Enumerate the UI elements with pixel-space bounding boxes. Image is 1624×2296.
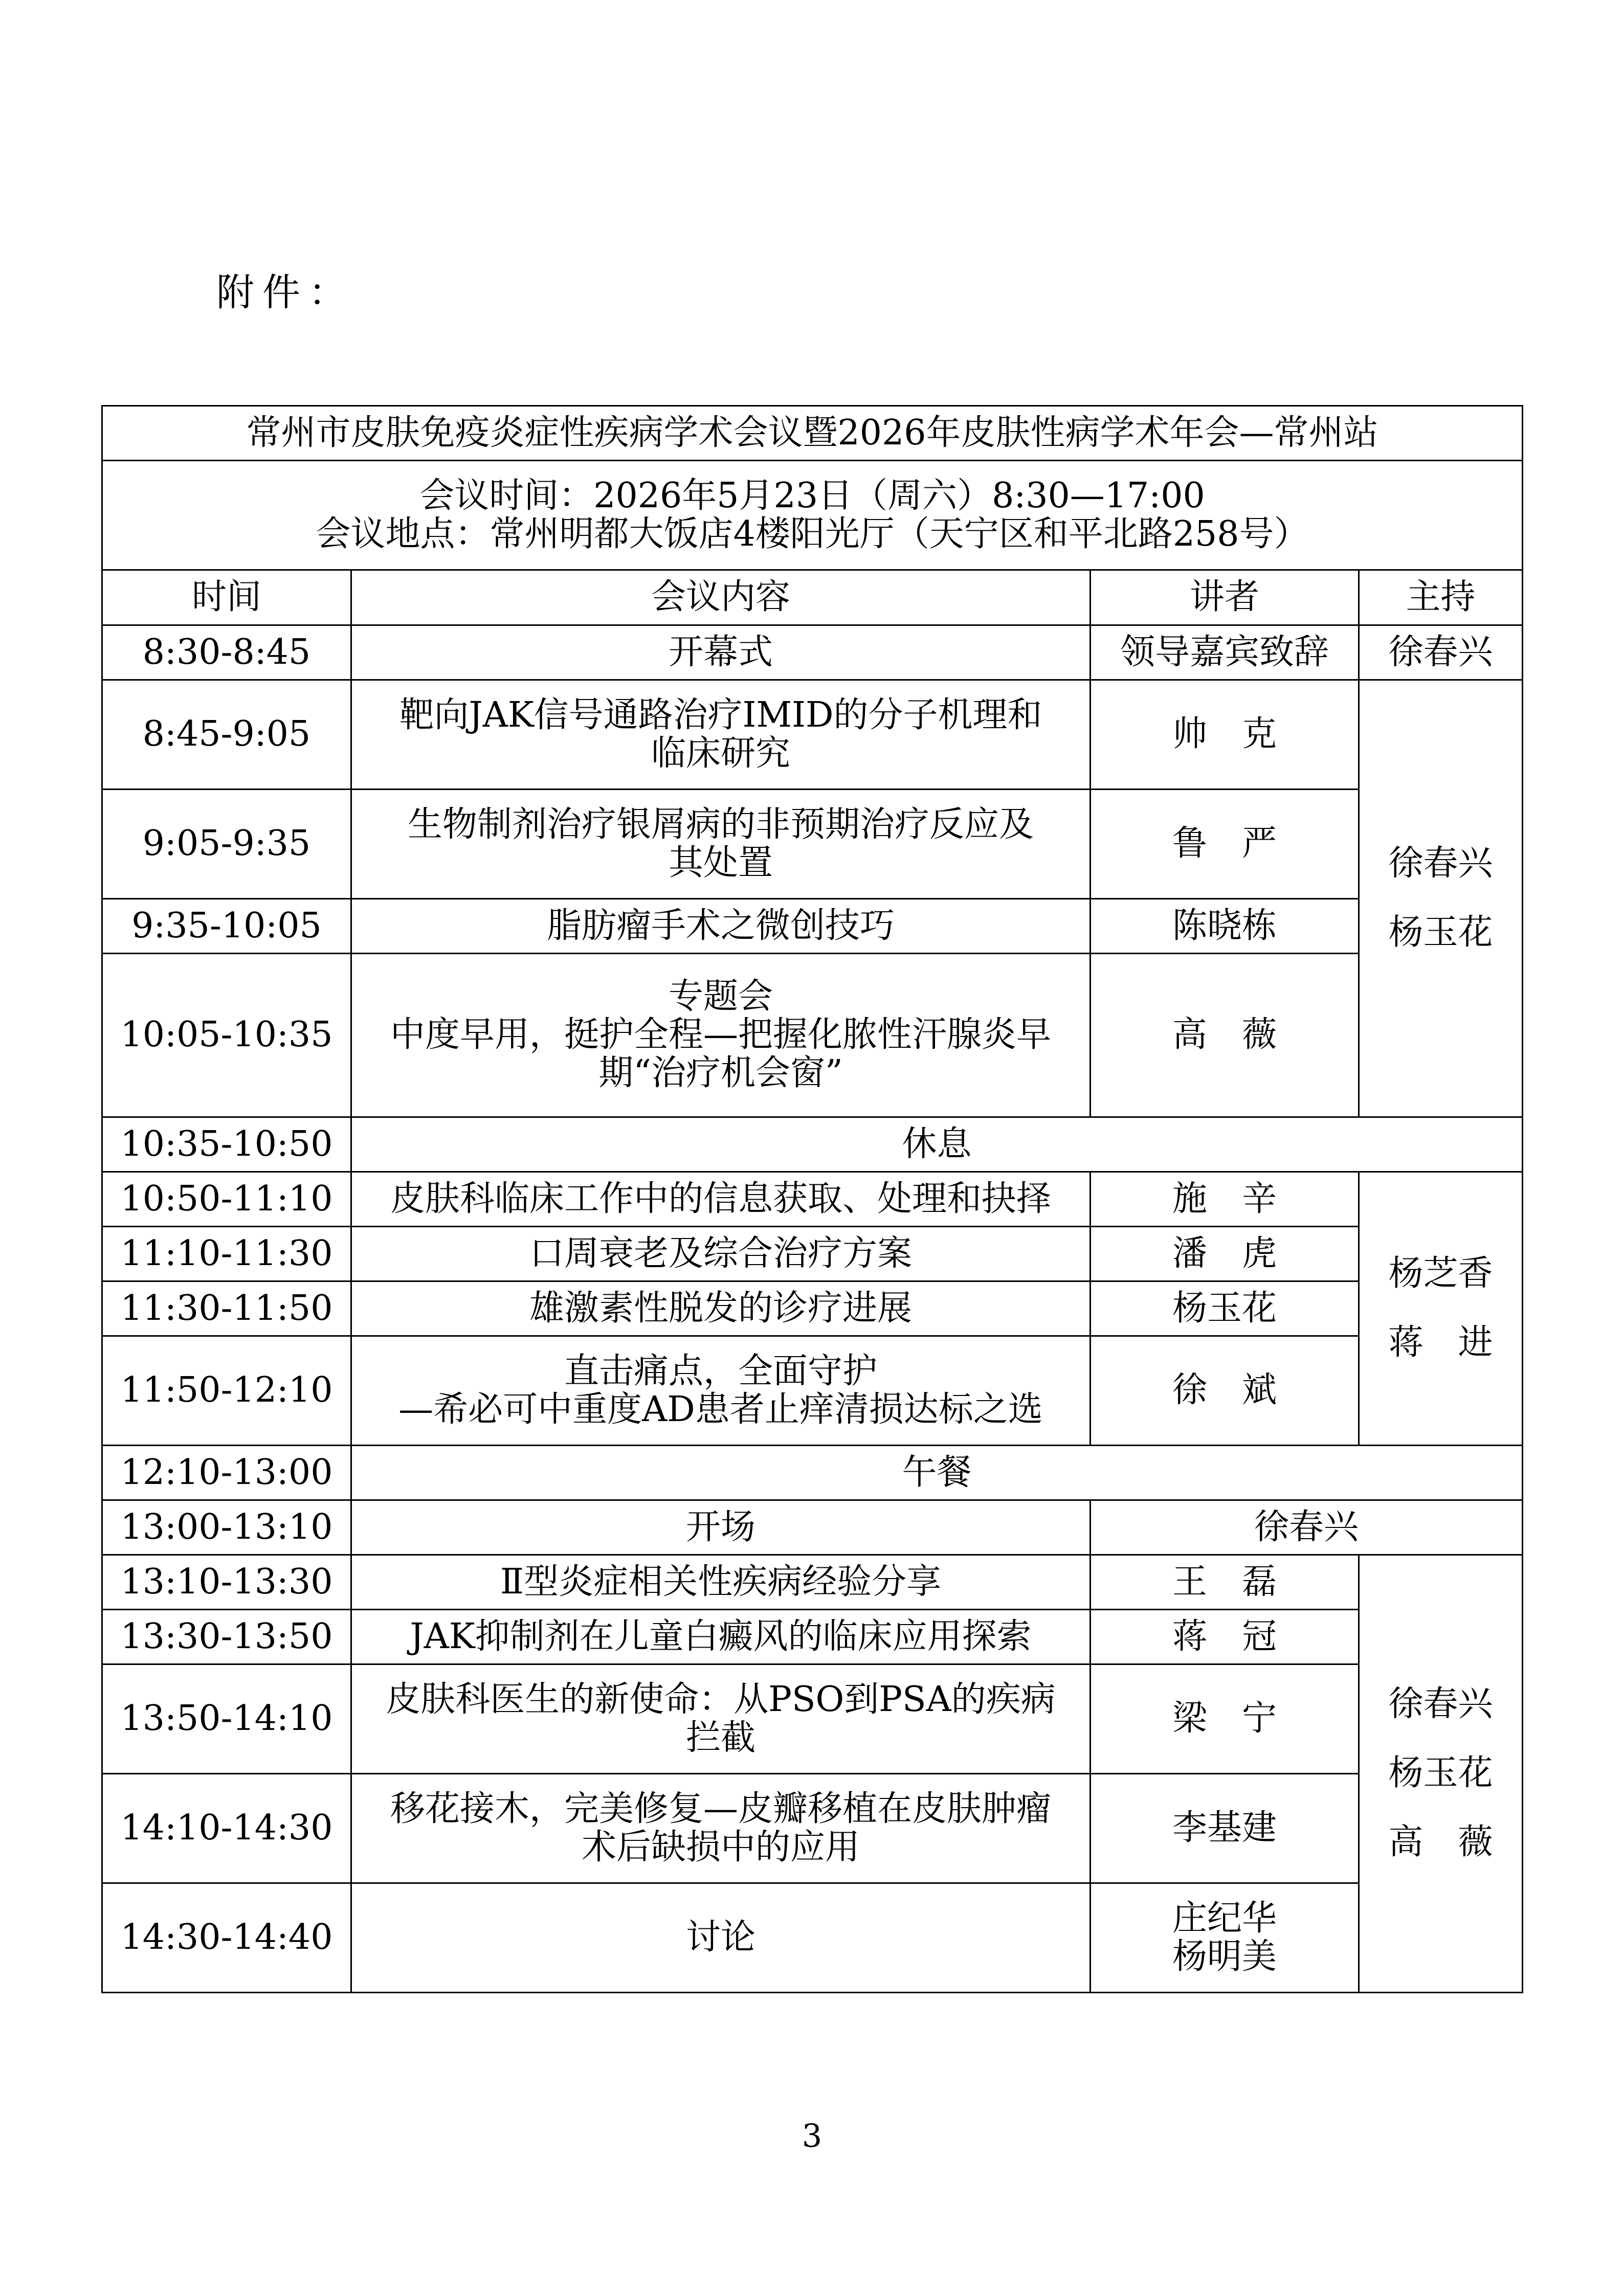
speaker-cell: 领导嘉宾致辞 [1091, 625, 1359, 680]
time-cell: 13:30-13:50 [102, 1610, 351, 1664]
column-header-row [102, 570, 1523, 625]
time-cell: 13:10-13:30 [102, 1555, 351, 1610]
speaker-cell: 蒋 冠 [1091, 1610, 1359, 1664]
table-row [102, 1172, 1523, 1227]
topic-cell: 生物制剂治疗银屑病的非预期治疗反应及 其处置 [351, 790, 1091, 899]
column-header-speaker: 讲者 [1091, 570, 1359, 625]
speaker-cell: 潘 虎 [1091, 1227, 1359, 1281]
topic-cell: 脂肪瘤手术之微创技巧 [351, 899, 1091, 954]
table-row [102, 1500, 1523, 1555]
speaker-cell: 高 薇 [1091, 954, 1359, 1117]
topic-cell: 皮肤科临床工作中的信息获取、处理和抉择 [351, 1172, 1091, 1227]
speaker-cell: 帅 克 [1091, 680, 1359, 790]
speaker-cell: 徐春兴 [1091, 1500, 1523, 1555]
time-cell: 9:35-10:05 [102, 899, 351, 954]
break-cell: 休息 [351, 1117, 1523, 1172]
topic-cell: 雄激素性脱发的诊疗进展 [351, 1281, 1091, 1336]
time-cell: 10:50-11:10 [102, 1172, 351, 1227]
speaker-cell: 徐 斌 [1091, 1336, 1359, 1446]
table-row [102, 1610, 1523, 1664]
table-row [102, 680, 1523, 790]
time-cell: 13:50-14:10 [102, 1664, 351, 1774]
topic-cell: 专题会 中度早用，挺护全程—把握化脓性汗腺炎早 期“治疗机会窗” [351, 954, 1091, 1117]
speaker-cell: 梁 宁 [1091, 1664, 1359, 1774]
conference-info [102, 461, 1523, 570]
time-cell: 10:35-10:50 [102, 1117, 351, 1172]
table-title-row [102, 406, 1523, 461]
table-info-row [102, 461, 1523, 570]
table-row [102, 1336, 1523, 1446]
time-cell: 12:10-13:00 [102, 1446, 351, 1500]
topic-cell: 讨论 [351, 1883, 1091, 1993]
speaker-cell: 王 磊 [1091, 1555, 1359, 1610]
conference-location: 会议地点：常州明都大饭店4楼阳光厅（天宁区和平北路258号） [316, 513, 1309, 554]
column-header-content: 会议内容 [351, 570, 1091, 625]
topic-cell: 口周衰老及综合治疗方案 [351, 1227, 1091, 1281]
table-row [102, 899, 1523, 954]
table-row [102, 1883, 1523, 1993]
conference-time: 会议时间：2026年5月23日（周六）8:30—17:00 [419, 475, 1205, 516]
time-cell: 11:50-12:10 [102, 1336, 351, 1446]
host-group-cell: 徐春兴 杨玉花 高 薇 [1359, 1555, 1523, 1993]
time-cell: 9:05-9:35 [102, 790, 351, 899]
time-cell: 11:30-11:50 [102, 1281, 351, 1336]
topic-cell: 移花接木，完美修复—皮瓣移植在皮肤肿瘤 术后缺损中的应用 [351, 1774, 1091, 1883]
column-header-time: 时间 [102, 570, 351, 625]
time-cell: 8:45-9:05 [102, 680, 351, 790]
table-row [102, 1446, 1523, 1500]
topic-cell: 开幕式 [351, 625, 1091, 680]
time-cell: 13:00-13:10 [102, 1500, 351, 1555]
table-row [102, 1281, 1523, 1336]
time-cell: 14:10-14:30 [102, 1774, 351, 1883]
topic-cell: JAK抑制剂在儿童白癜风的临床应用探索 [351, 1610, 1091, 1664]
table-row [102, 1117, 1523, 1172]
topic-cell: 靶向JAK信号通路治疗IMID的分子机理和 临床研究 [351, 680, 1091, 790]
conference-title: 常州市皮肤免疫炎症性疾病学术会议暨2026年皮肤性病学术年会—常州站 [102, 406, 1523, 461]
host-group-cell: 徐春兴 杨玉花 [1359, 680, 1523, 1117]
host-group-cell: 杨芝香 蒋 进 [1359, 1172, 1523, 1446]
schedule-table [101, 405, 1523, 1993]
speaker-cell: 李基建 [1091, 1774, 1359, 1883]
attachment-label: 附件： [216, 271, 354, 314]
speaker-cell: 杨玉花 [1091, 1281, 1359, 1336]
host-cell: 徐春兴 [1359, 625, 1523, 680]
time-cell: 10:05-10:35 [102, 954, 351, 1117]
table-row [102, 1227, 1523, 1281]
topic-cell: Ⅱ型炎症相关性疾病经验分享 [351, 1555, 1091, 1610]
time-cell: 14:30-14:40 [102, 1883, 351, 1993]
page-number: 3 [802, 2117, 822, 2154]
table-row [102, 1664, 1523, 1774]
column-header-host: 主持 [1359, 570, 1523, 625]
time-cell: 11:10-11:30 [102, 1227, 351, 1281]
speaker-cell: 施 辛 [1091, 1172, 1359, 1227]
topic-cell: 开场 [351, 1500, 1091, 1555]
table-row [102, 1555, 1523, 1610]
table-row [102, 625, 1523, 680]
speaker-cell: 庄纪华 杨明美 [1091, 1883, 1359, 1993]
table-row [102, 790, 1523, 899]
time-cell: 8:30-8:45 [102, 625, 351, 680]
speaker-cell: 鲁 严 [1091, 790, 1359, 899]
topic-cell: 皮肤科医生的新使命：从PSO到PSA的疾病 拦截 [351, 1664, 1091, 1774]
topic-cell: 直击痛点，全面守护 —希必可中重度AD患者止痒清损达标之选 [351, 1336, 1091, 1446]
speaker-cell: 陈晓栋 [1091, 899, 1359, 954]
table-row [102, 954, 1523, 1117]
table-row [102, 1774, 1523, 1883]
lunch-cell: 午餐 [351, 1446, 1523, 1500]
